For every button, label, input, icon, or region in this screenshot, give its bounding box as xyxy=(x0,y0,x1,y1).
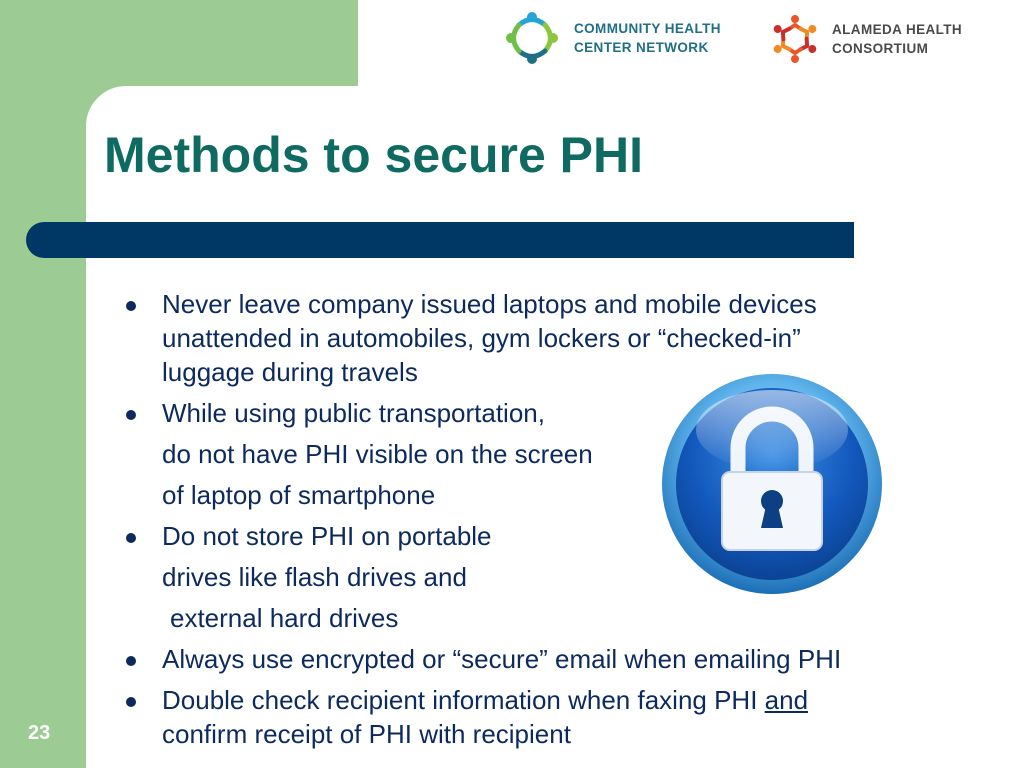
ahc-logo-line2: CONSORTIUM xyxy=(832,41,929,56)
bullet-continuation: drives like flash drives and xyxy=(162,562,467,592)
chcn-logo-line1: COMMUNITY HEALTH xyxy=(574,21,721,36)
slide-title: Methods to secure PHI xyxy=(104,127,643,183)
bullet-text: confirm receipt of PHI with recipient xyxy=(162,719,571,749)
people-star-icon xyxy=(768,12,822,66)
bullet-text: Always use encrypted or “secure” email when emailing PHI xyxy=(162,644,842,674)
people-circle-icon xyxy=(502,8,562,68)
bullet-item xyxy=(120,287,920,389)
bullet-text: Never leave company issued laptops and mobile devices xyxy=(162,289,817,319)
bullet-text: While using public transportation, xyxy=(162,398,545,428)
bullet-list xyxy=(120,287,920,751)
bullet-continuation: external hard drives xyxy=(170,603,399,633)
title-underline-bar xyxy=(26,222,854,258)
slide-number: 23 xyxy=(28,722,51,744)
bullet-text: luggage during travels xyxy=(162,357,418,387)
bullet-continuation: of laptop of smartphone xyxy=(162,480,436,510)
bullet-text: Double check recipient information when faxing PHI xyxy=(162,685,765,715)
bullet-text: Do not store PHI on portable xyxy=(162,521,492,551)
bullet-item xyxy=(120,396,920,430)
bullet-continuation: do not have PHI visible on the screen xyxy=(162,439,593,469)
ahc-logo-line1: ALAMEDA HEALTH xyxy=(832,22,963,37)
chcn-logo xyxy=(502,8,721,68)
emphasis-and: and xyxy=(764,685,809,715)
bullet-item xyxy=(120,519,920,553)
bullet-text: unattended in automobiles, gym lockers or “checked-in” xyxy=(162,323,801,353)
ahc-logo xyxy=(768,12,962,66)
bullet-item xyxy=(120,683,920,751)
chcn-logo-line2: CENTER NETWORK xyxy=(574,40,709,55)
bullet-item xyxy=(120,642,920,676)
